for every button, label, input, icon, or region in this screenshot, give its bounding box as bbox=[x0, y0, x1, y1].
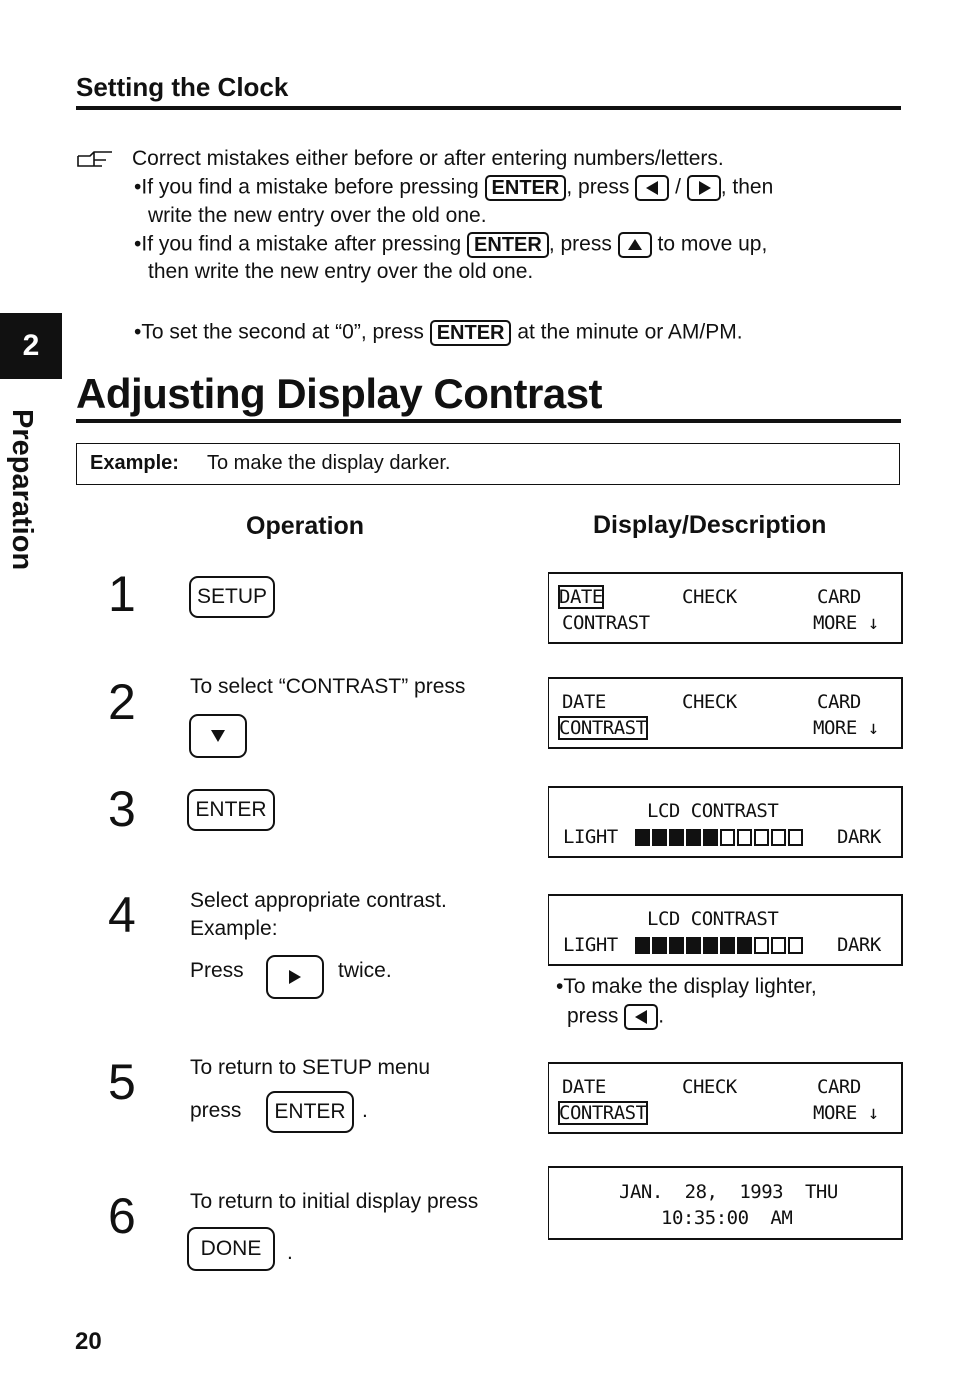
separator: / bbox=[675, 175, 681, 199]
lighter-note-text: To make the display lighter, bbox=[563, 975, 817, 998]
step-5-press: press bbox=[190, 1099, 242, 1122]
note-bullet-3 bbox=[134, 320, 743, 346]
note-b1-pre: If you find a mistake before pressing bbox=[141, 175, 479, 199]
lcd-item-card: CARD bbox=[817, 691, 861, 713]
chapter-tab bbox=[0, 313, 62, 379]
lighter-note-press bbox=[567, 1004, 664, 1030]
contrast-segment-filled bbox=[669, 937, 684, 954]
contrast-segment-empty bbox=[788, 937, 803, 954]
lcd-item-date: DATE bbox=[562, 1076, 606, 1098]
lcd-display-1 bbox=[548, 572, 903, 644]
section-heading: Setting the Clock bbox=[76, 72, 289, 102]
pointing-hand-icon bbox=[76, 150, 116, 170]
lcd-item-card: CARD bbox=[817, 1076, 861, 1098]
contrast-segment-filled bbox=[703, 829, 718, 846]
lcd-title: LCD CONTRAST bbox=[647, 908, 779, 930]
step-number: 4 bbox=[108, 887, 136, 943]
contrast-segment-empty bbox=[771, 829, 786, 846]
contrast-segment-filled bbox=[635, 937, 650, 954]
step-number: 6 bbox=[108, 1188, 136, 1244]
right-arrow-key-icon bbox=[687, 175, 721, 201]
done-key: DONE bbox=[187, 1227, 275, 1271]
lcd-item-more: MORE ↓ bbox=[813, 612, 879, 634]
lcd-item-more: MORE ↓ bbox=[813, 1102, 879, 1124]
lcd-time: 10:35:00 AM bbox=[661, 1207, 793, 1229]
display-heading: Display/Description bbox=[593, 511, 827, 539]
lcd-item-check: CHECK bbox=[682, 691, 737, 713]
step-4-text: Select appropriate contrast. bbox=[190, 889, 447, 912]
lcd-item-contrast: CONTRAST bbox=[559, 1102, 647, 1124]
contrast-segment-filled bbox=[737, 937, 752, 954]
contrast-segment-filled bbox=[703, 937, 718, 954]
lcd-dark-label: DARK bbox=[837, 934, 881, 956]
contrast-segment-filled bbox=[720, 937, 735, 954]
contrast-segment-filled bbox=[635, 829, 650, 846]
example-box bbox=[76, 443, 900, 485]
step-5-text: To return to SETUP menu bbox=[190, 1056, 431, 1079]
enter-key: ENTER bbox=[485, 175, 567, 201]
bullet: • bbox=[134, 232, 142, 256]
contrast-segment-empty bbox=[788, 829, 803, 846]
lcd-item-more: MORE ↓ bbox=[813, 717, 879, 739]
page-number: 20 bbox=[75, 1328, 102, 1355]
note-b3-post: at the minute or AM/PM. bbox=[517, 320, 743, 344]
note-b2-mid: , press bbox=[548, 232, 612, 256]
bullet: • bbox=[556, 975, 564, 998]
left-arrow-key-icon bbox=[624, 1004, 658, 1030]
note-bullet-2-line2: then write the new entry over the old one. bbox=[148, 260, 534, 283]
example-label: Example: bbox=[90, 452, 179, 474]
left-arrow-key-icon bbox=[635, 175, 669, 201]
chapter-label: Preparation bbox=[6, 409, 38, 571]
contrast-bar bbox=[635, 829, 803, 846]
enter-key: ENTER bbox=[467, 232, 549, 258]
contrast-segment-empty bbox=[754, 829, 769, 846]
lcd-display-3 bbox=[548, 786, 903, 858]
lcd-light-label: LIGHT bbox=[563, 934, 618, 956]
step-4-example: Example: bbox=[190, 917, 278, 940]
contrast-segment-empty bbox=[720, 829, 735, 846]
note-b1-mid: , press bbox=[566, 175, 630, 199]
section-rule bbox=[76, 106, 901, 110]
lcd-light-label: LIGHT bbox=[563, 826, 618, 848]
step-5-dot: . bbox=[362, 1099, 368, 1122]
contrast-segment-filled bbox=[686, 829, 701, 846]
right-arrow-icon bbox=[266, 955, 324, 999]
lcd-item-contrast: CONTRAST bbox=[562, 612, 650, 634]
contrast-segment-filled bbox=[686, 937, 701, 954]
lcd-title: LCD CONTRAST bbox=[647, 800, 779, 822]
lcd-item-date: DATE bbox=[562, 691, 606, 713]
setup-key: SETUP bbox=[189, 576, 275, 618]
lighter-note bbox=[556, 975, 817, 999]
step-6-dot: . bbox=[287, 1241, 293, 1264]
contrast-segment-filled bbox=[652, 937, 667, 954]
step-4-press: Press bbox=[190, 959, 244, 982]
lcd-display-5 bbox=[548, 1062, 903, 1134]
step-number: 3 bbox=[108, 781, 136, 837]
contrast-bar bbox=[635, 937, 803, 954]
step-number: 1 bbox=[108, 566, 136, 622]
contrast-segment-empty bbox=[771, 937, 786, 954]
lcd-dark-label: DARK bbox=[837, 826, 881, 848]
step-6-text: To return to initial display press bbox=[190, 1190, 479, 1213]
enter-key: ENTER bbox=[430, 320, 512, 346]
note-bullet-1-line2: write the new entry over the old one. bbox=[148, 204, 487, 227]
lcd-display-2 bbox=[548, 677, 903, 749]
period: . bbox=[658, 1004, 665, 1028]
lcd-item-check: CHECK bbox=[682, 586, 737, 608]
title-rule bbox=[76, 419, 901, 423]
contrast-segment-empty bbox=[737, 829, 752, 846]
note-bullet-1 bbox=[134, 175, 773, 201]
note-b3-pre: To set the second at “0”, press bbox=[141, 320, 424, 344]
contrast-segment-filled bbox=[652, 829, 667, 846]
down-arrow-icon bbox=[189, 714, 247, 758]
lcd-display-4 bbox=[548, 894, 903, 966]
note-intro: Correct mistakes either before or after entering numbers/letters. bbox=[132, 147, 724, 170]
enter-key: ENTER bbox=[266, 1091, 354, 1133]
contrast-segment-filled bbox=[669, 829, 684, 846]
contrast-segment-empty bbox=[754, 937, 769, 954]
lighter-press: press bbox=[567, 1004, 619, 1028]
example-text: To make the display darker. bbox=[207, 452, 451, 474]
lcd-display-6 bbox=[548, 1166, 903, 1240]
bullet: • bbox=[134, 320, 142, 344]
enter-key: ENTER bbox=[187, 789, 275, 831]
operation-heading: Operation bbox=[246, 512, 365, 540]
bullet: • bbox=[134, 175, 142, 199]
up-arrow-key-icon bbox=[618, 232, 652, 258]
lcd-date: JAN. 28, 1993 THU bbox=[619, 1181, 838, 1203]
note-bullet-2 bbox=[134, 232, 767, 258]
lcd-item-card: CARD bbox=[817, 586, 861, 608]
note-b2-pre: If you find a mistake after pressing bbox=[141, 232, 462, 256]
note-b2-post: to move up, bbox=[657, 232, 768, 256]
lcd-item-contrast: CONTRAST bbox=[559, 717, 647, 739]
step-4-twice: twice. bbox=[338, 959, 392, 982]
note-b1-post: , then bbox=[720, 175, 774, 199]
lcd-item-check: CHECK bbox=[682, 1076, 737, 1098]
step-2-text: To select “CONTRAST” press bbox=[190, 675, 466, 698]
step-number: 5 bbox=[108, 1054, 136, 1110]
page-title: Adjusting Display Contrast bbox=[76, 370, 603, 417]
step-number: 2 bbox=[108, 674, 136, 730]
chapter-number: 2 bbox=[22, 329, 40, 362]
lcd-item-date: DATE bbox=[559, 586, 603, 608]
